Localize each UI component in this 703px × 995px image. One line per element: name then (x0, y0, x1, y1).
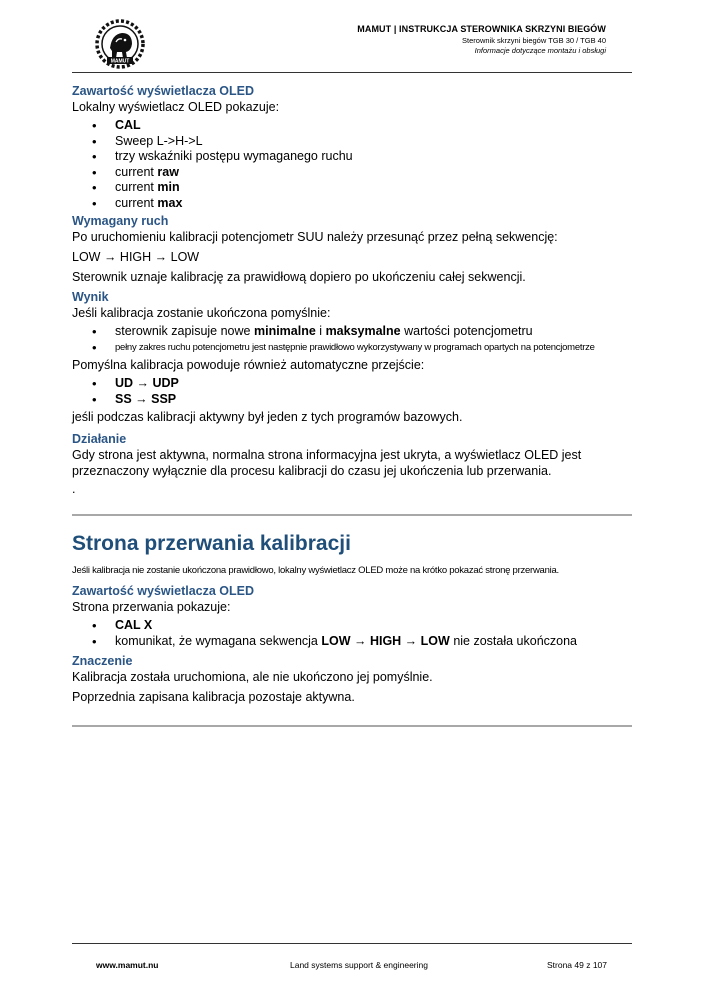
header-divider (72, 72, 632, 73)
document-title: MAMUT | INSTRUKCJA STEROWNIKA SKRZYNI BIEGÓW (357, 24, 606, 34)
result-list (72, 324, 632, 355)
footer-page-number: Strona 49 z 107 (546, 960, 607, 970)
document-subtitle-2: Informacje dotyczące montażu i obsługi (474, 46, 606, 55)
footer-divider (72, 943, 632, 944)
stray-dot: . (72, 482, 76, 496)
header-text (357, 24, 606, 55)
meaning-heading: Znaczenie (72, 654, 133, 668)
oled-intro: Lokalny wyświetlacz OLED pokazuje: (72, 100, 280, 114)
list-item: • Sweep L->H->L (115, 134, 632, 150)
required-motion-heading: Wymagany ruch (72, 214, 169, 228)
list-item: • CAL (115, 118, 632, 134)
mamut-logo (94, 18, 146, 70)
list-item: • current max (115, 196, 632, 212)
oled-content-heading-2: Zawartość wyświetlacza OLED (72, 584, 255, 598)
oled-content-heading: Zawartość wyświetlacza OLED (72, 84, 255, 98)
transition-list (72, 376, 632, 407)
section-intro: Jeśli kalibracja nie zostanie ukończona prawidłowo, lokalny wyświetlacz OLED może na krótko pokazać stronę przerwania. (72, 565, 559, 576)
abort-list (72, 618, 632, 649)
page-header (72, 14, 632, 72)
motion-text: Po uruchomieniu kalibracji potencjometr SUU należy przesunąć przez pełną sekwencję: (72, 230, 558, 244)
list-item: • komunikat, że wymagana sekwencja LOW → HIGH → LOW nie została ukończona (115, 634, 632, 650)
page-content (72, 83, 632, 497)
meaning-text-2: Poprzednia zapisana kalibracja pozostaje aktywna. (72, 690, 355, 704)
result-heading: Wynik (72, 290, 109, 304)
list-item: • current raw (115, 165, 632, 181)
section-divider-2 (72, 725, 632, 727)
action-text: Gdy strona jest aktywna, normalna strona informacyjna jest ukryta, a wyświetlacz OLED jest przeznaczony wyłącznie dla procesu kalibracji do czasu jej ukończenia lub przerwania. (72, 448, 582, 478)
list-item: • pełny zakres ruchu potencjometru jest następnie prawidłowo wykorzystywany w programach opartych na potencjometrze (115, 340, 632, 356)
meaning-text-1: Kalibracja została uruchomiona, ale nie ukończono jej pomyślnie. (72, 670, 433, 684)
footer-company: Land systems support & engineering (290, 960, 428, 970)
list-item: • CAL X (115, 618, 632, 634)
result-intro: Jeśli kalibracja zostanie ukończona pomyślnie: (72, 306, 331, 320)
motion-accept: Sterownik uznaje kalibrację za prawidłową dopiero po ukończeniu całej sekwencji. (72, 270, 526, 284)
page-content-2 (72, 531, 632, 705)
document-subtitle: Sterownik skrzyni biegów TGB 30 / TGB 40 (462, 36, 606, 45)
list-item: • trzy wskaźniki postępu wymaganego ruchu (115, 149, 632, 165)
action-heading: Działanie (72, 432, 127, 446)
result-transition: Pomyślna kalibracja powoduje również automatyczne przejście: (72, 358, 425, 372)
section-title: Strona przerwania kalibracji (72, 532, 351, 555)
list-item: • SS → SSP (115, 392, 632, 408)
section-divider (72, 514, 632, 516)
list-item: • UD → UDP (115, 376, 632, 392)
oled-content-list (72, 118, 632, 211)
abort-intro: Strona przerwania pokazuje: (72, 600, 231, 614)
motion-sequence: LOW → HIGH → LOW (72, 250, 200, 264)
svg-text:MAMUT: MAMUT (110, 58, 130, 65)
list-item: • current min (115, 180, 632, 196)
list-item: • sterownik zapisuje nowe minimalne i maksymalne wartości potencjometru (115, 324, 632, 340)
transition-note: jeśli podczas kalibracji aktywny był jeden z tych programów bazowych. (72, 410, 463, 424)
footer-website: www.mamut.nu (96, 960, 159, 970)
